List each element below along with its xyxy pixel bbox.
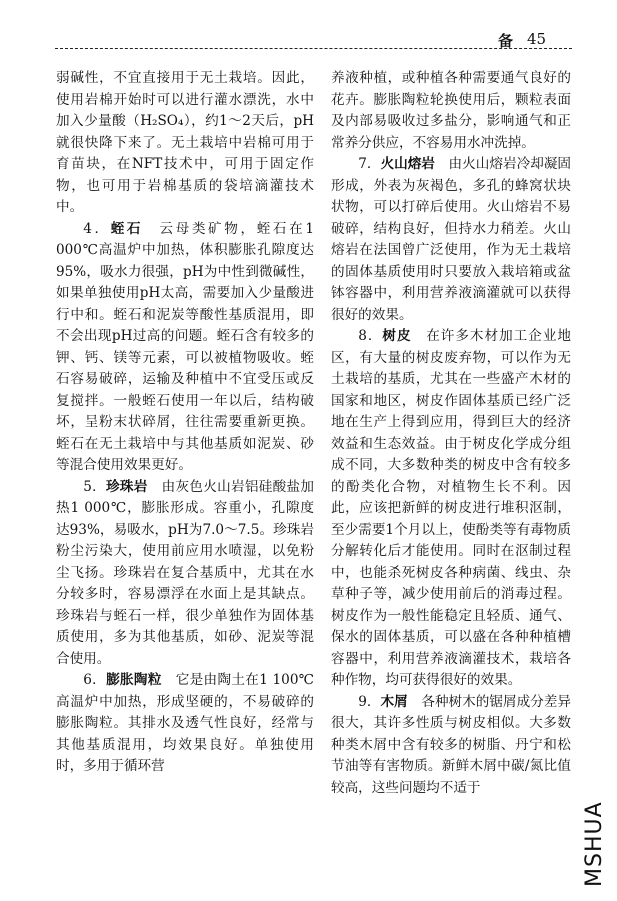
paragraph-perlite (56, 477, 314, 671)
paragraph-volcanic-lava (331, 154, 571, 326)
page-header (0, 26, 617, 52)
right-column (331, 68, 571, 799)
body-text: 在许多木材加工企业地区，有大量的树皮废弃物，可以作为无土栽培的基质，尤其在一些盛产木材的国家和地区，树皮作固体基质已经广泛地在生产上得到应用，得到巨大的经济效益和生态效益。由于树皮化学成分组成不同，大多数种类的树皮中含有较多的酚类化合物，对植物生长不利。因此，应该把新鲜的树皮进行堆积沤制，至少需要1个月以上，使酚类等有毒物质分解转化后才能使用。同时在沤制过程中，也能杀死树皮各种病菌、线虫、杂草种子等，减少使用前后的消毒过程。树皮作为一般性能稳定且轻质、通气、保水的固体基质，可以盛在各种种植槽容器中，利用营养液滴灌技术，栽培各种作物，均可获得很好的效果。 (331, 328, 572, 688)
paragraph-expanded-clay-continued: 养液种植，或种植各种需要通气良好的花卉。膨胀陶粒轮换使用后，颗粒表面及内部易吸收过多盐分，影响通气和正常养分供应，不容易用水冲洗掉。 (331, 70, 571, 151)
paragraph-sawdust (331, 692, 571, 800)
paragraph-vermiculite (56, 219, 314, 477)
item-number: 8． (358, 328, 383, 344)
item-number: 5． (83, 478, 107, 495)
body-text: 由火山熔岩冷却凝固形成，外表为灰褐色，多孔的蜂窝状块状物，可以打碎后使用。火山熔岩不易破碎，结构良好，但持水力稍差。火山熔岩在法国曾广泛使用，作为无土栽培的固体基质使用时只要放入栽培箱或盆钵容器中，利用营养液滴灌就可以获得很好的效果。 (331, 156, 572, 323)
term-sawdust: 木屑 (380, 693, 408, 710)
watermark-text: MSHUA (582, 801, 607, 887)
header-dashed-rule (55, 48, 572, 49)
running-head-section: 备 (498, 32, 514, 50)
term-volcanic-lava: 火山熔岩 (380, 156, 435, 172)
item-number: 7． (358, 156, 381, 172)
body-text: 由灰色火山岩铝硅酸盐加热1 000℃，膨胀形成。容重小，孔隙度达93%，易吸水，pH为7.0～7.5。珍珠岩粉尘污染大，使用前应用水喷湿，以免粉尘飞扬。珍珠岩在复合基质中，尤其在水分较多时，容易漂浮在水面上是其缺点。珍珠岩与蛭石一样，很少单独作为固体基质使用，多为其他基质，如砂、泥炭等混合使用。 (56, 478, 315, 667)
item-number: 6． (83, 672, 107, 688)
item-number: 9． (358, 693, 381, 710)
term-vermiculite: 蛭石 (110, 220, 144, 237)
body-text: 各种树木的锯屑成分差异很大，其许多性质与树皮相似。大多数种类木屑中含有较多的树脂、丹宁和松节油等有害物质。新鲜木屑中碳/氮比值较高，这些问题均不适于 (331, 693, 572, 796)
page-number: 45 (527, 30, 547, 48)
item-number: 4． (83, 220, 111, 237)
term-perlite: 珍珠岩 (106, 478, 148, 495)
body-text: 云母类矿物，蛭石在1 000℃高温炉中加热，体积膨胀孔隙度达95%，吸水力很强，pH为中性到微碱性，如果单独使用pH太高，需要加入少量酸进行中和。蛭石和泥炭等酸性基质混用，即不会出现pH过高的问题。蛭石含有较多的钾、钙、镁等元素，可以被植物吸收。蛭石容易破碎，运输及种植中不宜受压或反复搅拌。一般蛭石使用一年以后，结构破坏，呈粉末状碎屑，往往需要重新更换。蛭石在无土栽培中与其他基质如泥炭、砂等混合使用效果更好。 (56, 220, 315, 473)
left-column (56, 68, 314, 778)
paragraph-bark (331, 326, 571, 692)
paragraph-expanded-clay (56, 670, 314, 778)
term-bark: 树皮 (382, 328, 412, 344)
body-text: 它是由陶土在1 100℃高温炉中加热，形成坚硬的，不易破碎的膨胀陶粒。其排水及透气性良好，经常与其他基质混用，均效果良好。单独使用时，多用于循环营 (56, 672, 315, 774)
paragraph-rockwool-continued: 弱碱性，不宜直接用于无土栽培。因此，使用岩棉开始时可以进行灌水漂洗，水中加入少量酸（H₂SO₄），约1～2天后，pH就很快降下来了。无土栽培中岩棉可用于育苗块，在NFT技术中，可用于固定作物，也可用于岩棉基质的袋培滴灌技术中。 (56, 70, 314, 215)
term-expanded-clay: 膨胀陶粒 (106, 672, 162, 688)
